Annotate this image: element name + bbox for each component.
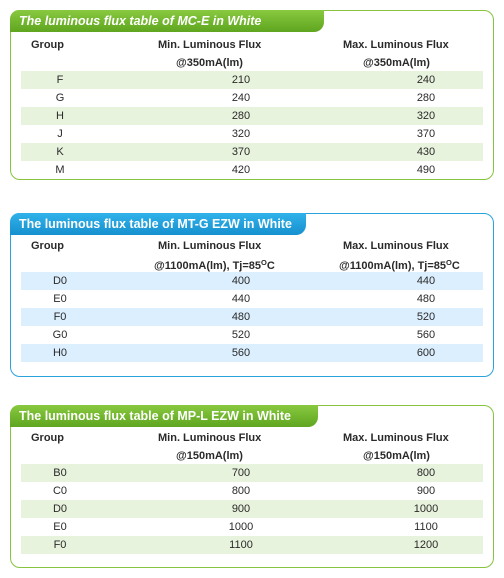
cell-max: 520 bbox=[416, 311, 436, 323]
cell-min: 900 bbox=[231, 503, 251, 515]
cell-group: D0 bbox=[52, 275, 68, 287]
cell-max: 1100 bbox=[414, 521, 438, 533]
header-min-line1: Min. Luminous Flux bbox=[158, 432, 262, 444]
cell-group: F0 bbox=[53, 539, 67, 551]
cell-max: 800 bbox=[416, 467, 436, 479]
cell-max: 1200 bbox=[413, 539, 439, 551]
cell-group: E0 bbox=[53, 521, 67, 533]
cell-group: J bbox=[57, 128, 63, 140]
cell-max: 440 bbox=[416, 275, 436, 287]
header-max-line1: Max. Luminous Flux bbox=[343, 39, 449, 51]
header-max-line1: Max. Luminous Flux bbox=[343, 240, 449, 252]
table-title: The luminous flux table of MT-G EZW in White bbox=[10, 213, 306, 235]
cell-group: G0 bbox=[52, 329, 68, 341]
header-group: Group bbox=[31, 39, 64, 51]
table-row bbox=[21, 71, 483, 89]
table-row bbox=[21, 143, 483, 161]
header-min-line1: Min. Luminous Flux bbox=[158, 240, 262, 252]
cell-group: M bbox=[55, 164, 65, 176]
header-group: Group bbox=[31, 432, 64, 444]
cell-group: G bbox=[55, 92, 65, 104]
cell-min: 560 bbox=[231, 347, 251, 359]
cell-max: 560 bbox=[416, 329, 436, 341]
header-min-line1: Min. Luminous Flux bbox=[158, 39, 262, 51]
table-row bbox=[21, 518, 483, 536]
cell-min: 480 bbox=[231, 311, 251, 323]
table-row bbox=[21, 125, 483, 143]
table-row bbox=[21, 89, 483, 107]
table-body bbox=[21, 71, 483, 179]
table-row bbox=[21, 290, 483, 308]
cell-min: 210 bbox=[231, 74, 251, 86]
cell-min: 440 bbox=[231, 293, 251, 305]
cell-min: 400 bbox=[231, 275, 251, 287]
table-row bbox=[21, 107, 483, 125]
table-row bbox=[21, 344, 483, 362]
header-max-line1: Max. Luminous Flux bbox=[343, 432, 449, 444]
cell-group: D0 bbox=[52, 503, 68, 515]
table-row bbox=[21, 536, 483, 554]
header-max-temp bbox=[339, 258, 460, 272]
table-row bbox=[21, 326, 483, 344]
header-max-line2: @1100mA(lm), Tj=85 bbox=[339, 260, 447, 272]
mc-e-flux-table bbox=[10, 10, 494, 180]
table-row bbox=[21, 308, 483, 326]
header-min-line2: @350mA(lm) bbox=[176, 57, 243, 69]
table-row bbox=[21, 161, 483, 179]
cell-min: 370 bbox=[231, 146, 251, 158]
header-min-unit: C bbox=[266, 260, 275, 272]
cell-min: 1000 bbox=[228, 521, 254, 533]
mt-g-ezw-flux-table bbox=[10, 213, 494, 377]
header-max-line2: @350mA(lm) bbox=[363, 57, 430, 69]
cell-max: 320 bbox=[416, 110, 436, 122]
table-row bbox=[21, 482, 483, 500]
header-group: Group bbox=[31, 240, 64, 252]
cell-min: 240 bbox=[231, 92, 251, 104]
cell-group: H bbox=[56, 110, 64, 122]
cell-max: 1000 bbox=[413, 503, 439, 515]
cell-max: 430 bbox=[416, 146, 436, 158]
table-title: The luminous flux table of MC-E in White bbox=[10, 10, 324, 32]
cell-max: 240 bbox=[416, 74, 436, 86]
table-row bbox=[21, 272, 483, 290]
cell-group: H0 bbox=[52, 347, 68, 359]
cell-group: F bbox=[56, 74, 64, 86]
table-body bbox=[21, 464, 483, 554]
table-row bbox=[21, 500, 483, 518]
degree-mark: O bbox=[261, 258, 267, 267]
cell-min: 320 bbox=[231, 128, 251, 140]
header-min-line2: @150mA(lm) bbox=[176, 450, 243, 462]
cell-max: 600 bbox=[416, 347, 436, 359]
cell-group: B0 bbox=[53, 467, 67, 479]
header-min-temp bbox=[154, 258, 275, 272]
cell-min: 420 bbox=[231, 164, 251, 176]
cell-min: 520 bbox=[231, 329, 251, 341]
cell-min: 800 bbox=[231, 485, 251, 497]
table-body bbox=[21, 272, 483, 362]
cell-min: 280 bbox=[231, 110, 251, 122]
table-title: The luminous flux table of MP-L EZW in White bbox=[10, 405, 318, 427]
cell-max: 490 bbox=[416, 164, 436, 176]
cell-min: 1100 bbox=[229, 539, 253, 551]
cell-group: C0 bbox=[52, 485, 68, 497]
degree-mark: O bbox=[446, 258, 452, 267]
cell-min: 700 bbox=[231, 467, 251, 479]
cell-group: E0 bbox=[53, 293, 67, 305]
cell-group: K bbox=[56, 146, 64, 158]
cell-group: F0 bbox=[53, 311, 67, 323]
table-row bbox=[21, 464, 483, 482]
header-max-line2: @150mA(lm) bbox=[363, 450, 430, 462]
header-max-unit: C bbox=[451, 260, 460, 272]
cell-max: 370 bbox=[416, 128, 436, 140]
cell-max: 900 bbox=[416, 485, 436, 497]
header-min-line2: @1100mA(lm), Tj=85 bbox=[154, 260, 262, 272]
cell-max: 280 bbox=[416, 92, 436, 104]
cell-max: 480 bbox=[416, 293, 436, 305]
mp-l-ezw-flux-table bbox=[10, 405, 494, 568]
